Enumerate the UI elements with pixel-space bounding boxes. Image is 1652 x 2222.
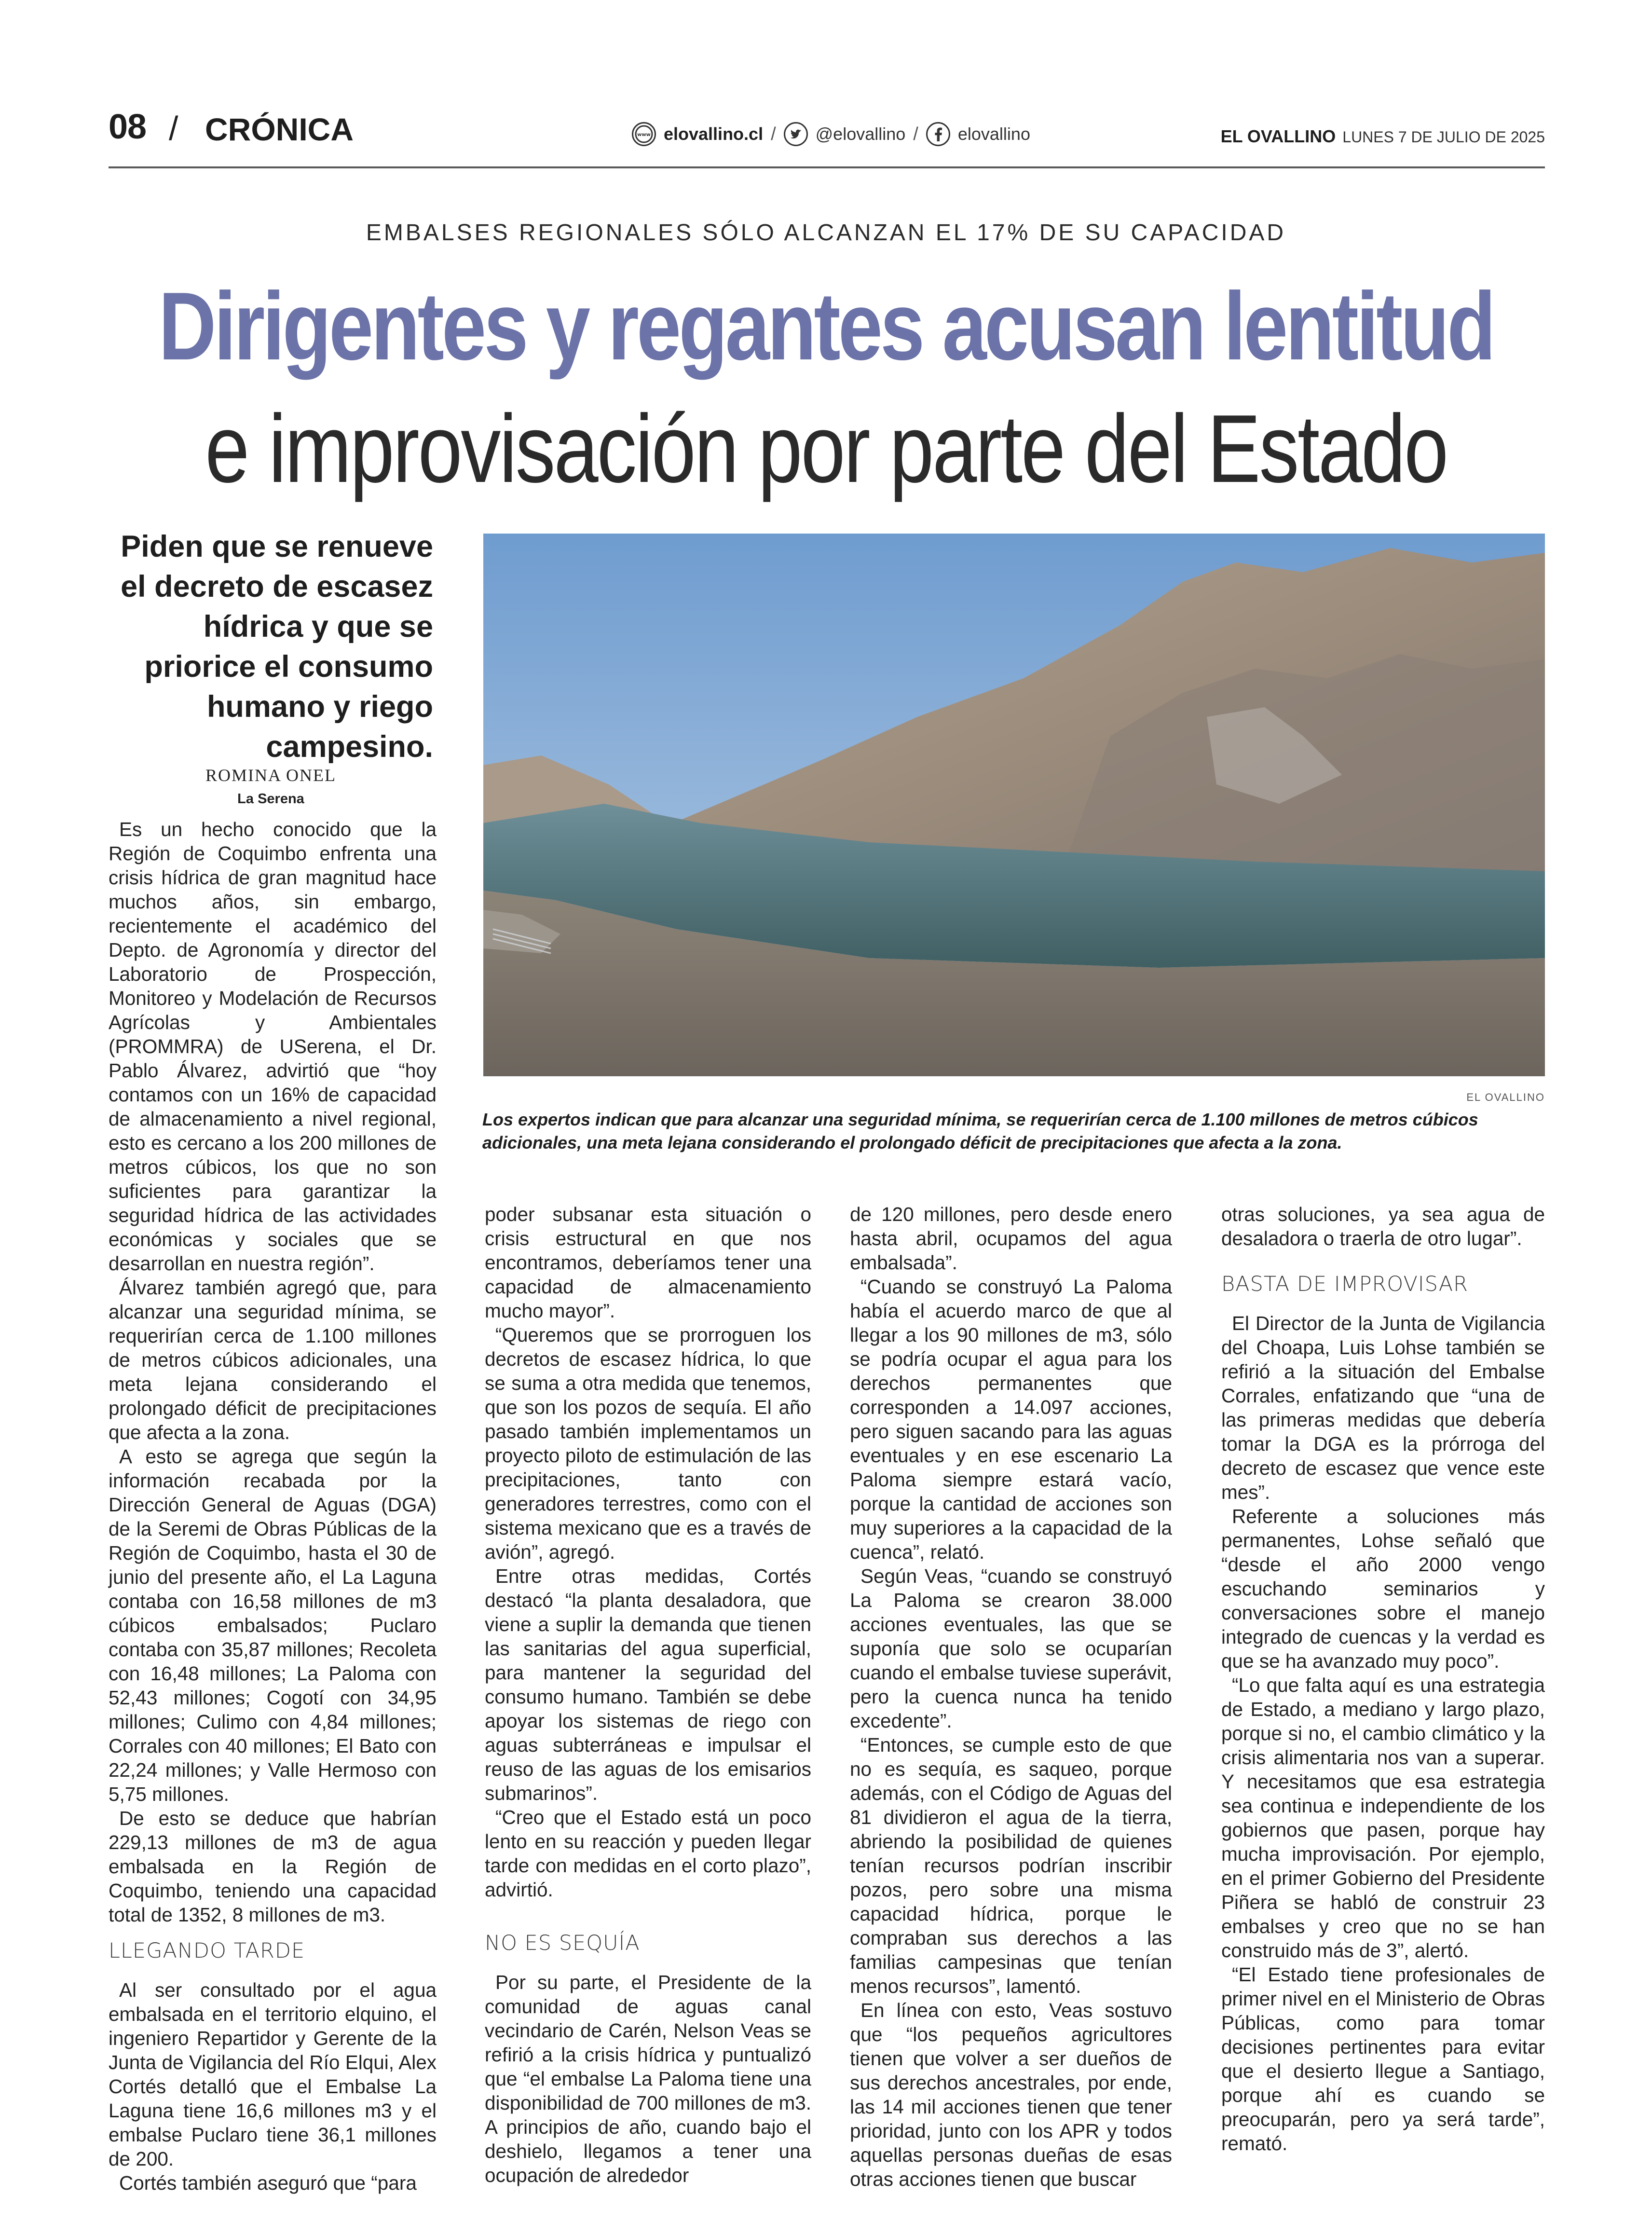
article-column-2 xyxy=(485,1202,811,2187)
article-column-1 xyxy=(109,817,437,2195)
paragraph: Según Veas, “cuando se construyó La Paloma se crearon 38.000 acciones eventuales, las que se suponía que solo se ocuparían cuando el embalse tuviese superávit, pero la cuenca nunca ha tenido excedente”. xyxy=(850,1565,1172,1732)
paragraph: otras soluciones, ya sea agua de desaladora o traerla de otro lugar”. xyxy=(1221,1203,1545,1249)
paragraph: “Queremos que se prorroguen los decretos de escasez hídrica, lo que se suma a otra medida que tenemos, que son los pozos de sequía. El año pasado también implementamos un proyecto piloto de estimulación de las precipitaciones, tanto con generadores terrestres, como con el sistema mexicano que es a través de avión”, agregó. xyxy=(485,1324,811,1563)
kicker: EMBALSES REGIONALES SÓLO ALCANZAN EL 17% DE SU CAPACIDAD xyxy=(366,220,1286,246)
paragraph: Referente a soluciones más permanentes, Lohse señaló que “desde el año 2000 vengo escuchando seminarios y conversaciones sobre el manejo integrado de cuencas y la verdad es que se ha avanzado muy poco”. xyxy=(1221,1505,1545,1672)
headline-line-1: Dirigentes y regantes acusan lentitud xyxy=(158,273,1494,380)
headline-line-2: e improvisación por parte del Estado xyxy=(205,395,1447,503)
paragraph: A esto se agrega que según la información recabada por la Dirección General de Aguas (DGA) de la Seremi de Obras Públicas de la Región de Coquimbo, hasta el 30 de junio del presente año, el La Laguna contaba con 16,58 millones de m3 cúbicos embalsados; Puclaro contaba con 35,87 millones; Recoleta con 16,48 millones; La Paloma con 52,43 millones; Cogotí con 34,95 millones; Culimo con 4,84 millones; Corrales con 40 millones; El Bato con 22,24 millones; y Valle Hermoso con 5,75 millones. xyxy=(109,1445,437,1805)
paragraph: En línea con esto, Veas sostuvo que “los pequeños agricultores tienen que volver a ser dueños de sus derechos ancestrales, por ende, las 14 mil acciones tienen que tener prioridad, junto con los APR y todos aquellas personas dueñas de esas otras acciones tienen que buscar xyxy=(850,1999,1172,2190)
header-rule xyxy=(109,166,1545,168)
article-column-4 xyxy=(1221,1202,1545,2155)
subhead-llegando-tarde: LLEGANDO TARDE xyxy=(109,1939,305,1963)
social-links xyxy=(632,122,1030,146)
author-location: La Serena xyxy=(237,791,304,807)
facebook-handle[interactable]: elovallino xyxy=(957,124,1030,144)
paragraph: de 120 millones, pero desde enero hasta abril, ocupamos del agua embalsada”. xyxy=(850,1203,1172,1274)
paragraph: Entre otras medidas, Cortés destacó “la planta desaladora, que viene a suplir la demanda que tienen las sanitarias del agua superficial, para mantener la seguridad del consumo humano. También se debe apoyar los sistemas de riego con aguas subterráneas e impulsar el reuso de las aguas de los emisarios submarinos”. xyxy=(485,1565,811,1804)
deck: Piden que se renueve el decreto de escasez hídrica y que se priorice el consumo humano y riego campesino. xyxy=(121,530,433,764)
subhead-basta-de-improvisar: BASTA DE IMPROVISAR xyxy=(1221,1272,1468,1296)
article-column-3 xyxy=(850,1202,1172,2191)
newspaper-brand: EL OVALLINO xyxy=(1220,126,1336,146)
paragraph: Cortés también aseguró que “para xyxy=(119,2172,417,2194)
masthead-info xyxy=(1221,126,1545,147)
photo-credit: EL OVALLINO xyxy=(1466,1091,1545,1103)
page-number: 08 xyxy=(109,108,147,146)
byline xyxy=(109,765,433,807)
paragraph: Al ser consultado por el agua embalsada en el territorio elquino, el ingeniero Repartidor y Gerente de la Junta de Vigilancia del Río Elqui, Alex Cortés detalló que el Embalse La Laguna tiene 16,6 millones m3 y el embalse Puclaro tiene 36,1 millones de 200. xyxy=(109,1979,437,2170)
paragraph: Álvarez también agregó que, para alcanzar una seguridad mínima, se requerirían cerca de 1.100 millones de metros cúbicos adicionales, una meta lejana considerando el prolongado déficit de precipitaciones que afecta a la zona. xyxy=(109,1276,437,1443)
subhead-no-es-sequia: NO ES SEQUÍA xyxy=(485,1931,640,1955)
header-separator: / xyxy=(169,110,178,147)
author-name: ROMINA ONEL xyxy=(205,766,336,785)
paragraph: “Entonces, se cumple esto de que no es sequía, es saqueo, porque además, con el Código de Aguas del 81 dividieron el agua de la tierra, abriendo la posibilidad de quienes tenían recursos podrían inscribir pozos, pero sobre una misma capacidad hídrica, porque le compraban sus derechos a las familias campesinas que tenían menos recursos”, lamentó. xyxy=(850,1734,1172,1997)
paragraph: “Cuando se construyó La Paloma había el acuerdo marco de que al llegar a los 90 millones de m3, sólo se podría ocupar el agua para los derechos permanentes que corresponden a 14.097 acciones, pero siguen sacando para las aguas eventuales y en ese escenario La Paloma siempre estará vacío, porque la cantidad de acciones son muy superiores a la capacidad de la cuenca”, relató. xyxy=(850,1276,1172,1563)
issue-date: LUNES 7 DE JULIO DE 2025 xyxy=(1342,128,1545,146)
paragraph: El Director de la Junta de Vigilancia del Choapa, Luis Lohse también se refirió a la situación del Embalse Corrales, enfatizando que “una de las primeras medidas que debería tomar la DGA es la prórroga del decreto de escasez que vence este mes”. xyxy=(1221,1312,1545,1503)
twitter-handle[interactable]: @elovallino xyxy=(815,124,906,144)
social-separator: / xyxy=(771,123,776,144)
svg-text:www: www xyxy=(637,132,651,137)
paragraph: De esto se deduce que habrían 229,13 millones de m3 de agua embalsada en la Región de Coquimbo, teniendo una capacidad total de 1352, 8 millones de m3. xyxy=(109,1807,437,1926)
twitter-icon xyxy=(784,122,808,146)
paragraph: Es un hecho conocido que la Región de Coquimbo enfrenta una crisis hídrica de gran magnitud hace muchos años, sin embargo, recientemente el académico del Depto. de Agronomía y director del Laboratorio de Prospección, Monitoreo y Modelación de Recursos Agrícolas y Ambientales (PROMMRA) de USerena, el Dr. Pablo Álvarez, advirtió que “hoy contamos con un 16% de capacidad de almacenamiento a nivel regional, esto es cercano a los 200 millones de metros cúbicos, los que no son suficientes para garantizar la seguridad hídrica de las actividades económicas y sociales que se desarrollan en nuestra región”. xyxy=(109,818,437,1275)
paragraph: poder subsanar esta situación o crisis estructural en que nos encontramos, deberíamos tener una capacidad de almacenamiento mucho mayor”. xyxy=(485,1203,811,1322)
photo-caption: Los expertos indican que para alcanzar una seguridad mínima, se requerirían cerca de 1.100 millones de metros cúbicos adicionales, una meta lejana considerando el prolongado déficit de precipitaciones que afecta a la zona. xyxy=(482,1110,1478,1152)
paragraph: “Lo que falta aquí es una estrategia de Estado, a mediano y largo plazo, porque si no, el cambio climático y la crisis alimentaria nos van a superar. Y necesitamos que esa estrategia sea continua e independiente de los gobiernos que pasen, porque hay mucha improvisación. Por ejemplo, en el primer Gobierno del Presidente Piñera se habló de construir 23 embalses y creo que no se han construido más de 3”, alertó. xyxy=(1221,1674,1545,1961)
facebook-icon xyxy=(926,122,950,146)
website-link[interactable]: elovallino.cl xyxy=(664,124,764,144)
paragraph: Por su parte, el Presidente de la comunidad de aguas canal vecindario de Carén, Nelson Veas se refirió a la crisis hídrica y puntualizó que “el embalse La Paloma tiene una disponibilidad de 700 millones de m3. A principios de año, cuando bajo el deshielo, llegamos a tener una ocupación de alrededor xyxy=(485,1971,811,2186)
section-name: CRÓNICA xyxy=(205,111,354,147)
social-separator: / xyxy=(913,123,918,144)
paragraph: “Creo que el Estado está un poco lento en su reacción y pueden llegar tarde con medidas en el corto plazo”, advirtió. xyxy=(485,1806,811,1901)
paragraph: “El Estado tiene profesionales de primer nivel en el Ministerio de Obras Públicas, como para tomar decisiones pertinentes para evitar que el desierto llegue a Santiago, porque ahí es cuando se preocuparán, pero ya será tarde”, remató. xyxy=(1221,1963,1545,2154)
reservoir-photo xyxy=(483,534,1545,1076)
globe-icon xyxy=(632,122,656,146)
